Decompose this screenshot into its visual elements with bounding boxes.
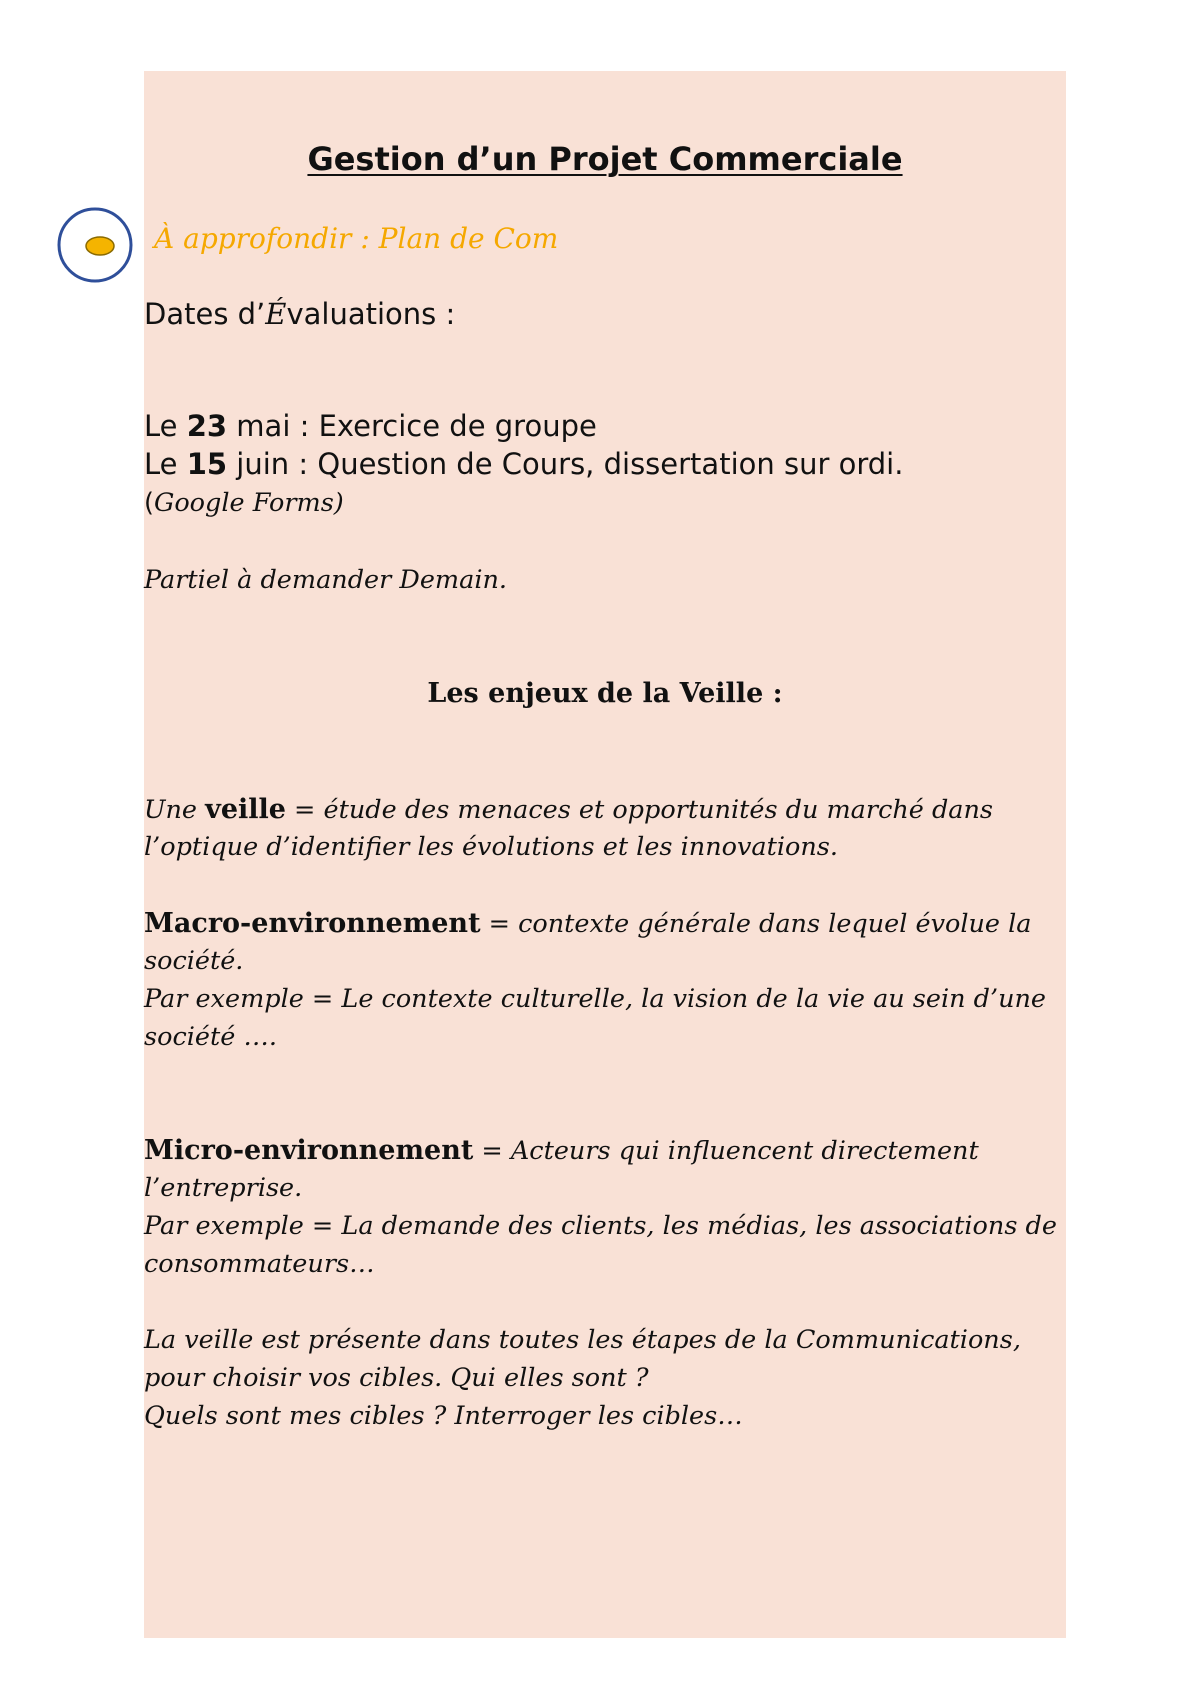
closing-line-3: Quels sont mes cibles ? Interroger les cibles… bbox=[144, 1401, 743, 1431]
micro-example-line-2: consommateurs… bbox=[144, 1249, 375, 1279]
closing-line-2: pour choisir vos cibles. Qui elles sont ? bbox=[144, 1363, 649, 1393]
date-line-3: (Google Forms) bbox=[144, 488, 344, 518]
dates-heading: Dates d’Évaluations : bbox=[144, 297, 456, 331]
macro-definition-line-2: société. bbox=[144, 946, 244, 976]
micro-example-line-1: Par exemple = La demande des clients, les médias, les associations de bbox=[144, 1211, 1057, 1241]
veille-definition-line-1: Une veille = étude des menaces et opportunités du marché dans bbox=[144, 794, 994, 825]
macro-definition-line-1: Macro-environnement = contexte générale dans lequel évolue la bbox=[144, 908, 1032, 939]
document-title: Gestion d’un Projet Commerciale bbox=[307, 140, 903, 178]
section-title: Les enjeux de la Veille : bbox=[427, 678, 783, 709]
closing-line-1: La veille est présente dans toutes les étapes de la Communications, bbox=[144, 1325, 1021, 1355]
macro-example-line-2: société …. bbox=[144, 1022, 278, 1052]
partiel-note: Partiel à demander Demain. bbox=[144, 565, 508, 595]
micro-definition-line-2: l’entreprise. bbox=[144, 1173, 303, 1203]
date-line-2: Le 15 juin : Question de Cours, dissertation sur ordi. bbox=[144, 447, 904, 481]
highlight-note: À approfondir : Plan de Com bbox=[154, 222, 559, 255]
micro-definition-line-1: Micro-environnement = Acteurs qui influencent directement bbox=[144, 1135, 979, 1166]
circled-dot-icon bbox=[55, 205, 135, 285]
veille-definition-line-2: l’optique d’identifier les évolutions et les innovations. bbox=[144, 832, 838, 862]
macro-example-line-1: Par exemple = Le contexte culturelle, la vision de la vie au sein d’une bbox=[144, 984, 1047, 1014]
date-line-1: Le 23 mai : Exercice de groupe bbox=[144, 409, 597, 443]
